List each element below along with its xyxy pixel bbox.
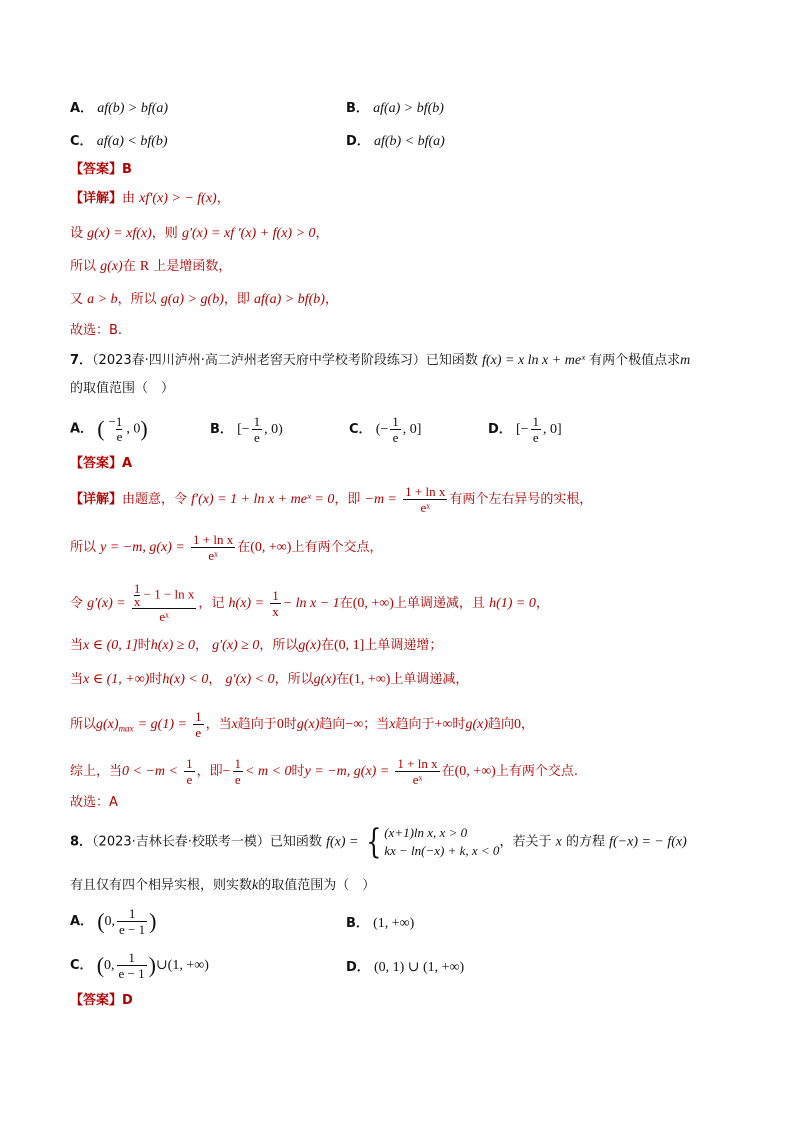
q8-stem-line-1: 8．（2023·吉林长春·校联考一模）已知函数 f(x) = { (x+1)ln x, x > 0 kx − ln(−x) + k, x < 0 ，若关于 x 的方程 f(−x) = − f(x) xyxy=(70,822,687,862)
q8-answer: 【答案】D xyxy=(70,993,133,1008)
q7-detail-line-5: 当x ∈ (1, +∞)时h(x) < 0， g′(x) < 0，所以g(x)在(1, +∞)上单调递减， xyxy=(70,672,469,687)
q6-option-b: B． af(a) > bf(b) xyxy=(346,101,444,116)
q6-detail-line-1: 【详解】由 xf′(x) > − f(x)， xyxy=(70,191,230,206)
q7-option-b: B． [− $\frac{1}{e}$ , 0) xyxy=(210,414,283,445)
left-brace-icon: { xyxy=(365,822,381,862)
q7-answer: 【答案】A xyxy=(70,456,133,471)
q7-detail-line-4: 当x ∈ (0, 1]时h(x) ≥ 0， g′(x) ≥ 0，所以g(x)在(0, 1]上单调递增； xyxy=(70,638,443,653)
q6-detail-line-2: 设 g(x) = xf(x)，则 g′(x) = xf ′(x) + f(x) > 0， xyxy=(70,226,329,241)
q6-option-c: C． af(a) < bf(b) xyxy=(70,134,168,149)
q8-option-d: D． (0, 1) ∪ (1, +∞) xyxy=(346,960,465,975)
q6-answer: 【答案】B xyxy=(70,162,132,177)
q7-detail-line-7: 综上，当0 < −m < $\frac{1}{e}$ ，即− $\frac{1}{e}$ < m < 0时y = −m, g(x) = $\frac{\text{1 + ln x}}{\text{eˣ}}$ 在(0, +∞)上有两个交点. xyxy=(70,756,578,787)
q8-option-b: B． (1, +∞) xyxy=(346,916,415,931)
q6-detail-line-3: 所以 g(x)在 R 上是增函数， xyxy=(70,259,232,274)
q8-option-a: A． (0, $\frac{1}{e - 1}$ ) xyxy=(70,906,157,937)
q7-detail-line-6: 所以$g(x)_{max} = g(1)$ = $\frac{1}{e}$ ，当x趋向于0时g(x)趋向−∞；当x趋向于+∞时g(x)趋向0， xyxy=(70,709,535,740)
q6-conclusion: 故选：B. xyxy=(70,323,123,338)
q8-stem-line-2: 有且仅有四个相异实根，则实数k的取值范围为（ ） xyxy=(70,878,376,893)
q8-option-c: C． (0, $\frac{1}{e - 1}$ )∪(1, +∞) xyxy=(70,950,209,981)
q7-option-c: C． (− $\frac{1}{e}$ , 0] xyxy=(349,414,422,445)
q7-option-a: A． ( −1 e , 0) xyxy=(70,414,148,444)
q7-conclusion: 故选：A xyxy=(70,795,118,810)
q7-detail-line-1: 【详解】由题意，令 f′(x) = 1 + ln x + meˣ = 0，即 −m = $\frac{\text{1 + ln x}}{\text{eˣ}}$ 有两个左右异号的实根， xyxy=(70,484,593,515)
q7-detail-line-2: 所以 y = −m, g(x) = $\frac{\text{1 + ln x}}{\text{eˣ}}$ 在(0, +∞)上有两个交点， xyxy=(70,532,383,563)
q7-option-d: D． [− $\frac{1}{e}$ , 0] xyxy=(488,414,562,445)
q6-detail-line-4: 又 a > b，所以 g(a) > g(b)，即 af(a) > bf(b)， xyxy=(70,292,338,307)
q6-option-d: D． af(b) < bf(a) xyxy=(346,134,445,149)
q7-stem-line-2: 的取值范围（ ） xyxy=(70,381,175,396)
q7-detail-line-3: 令 g′(x) = $\frac{1}{x}$ − 1 − ln x eˣ ，记 h(x) = $\frac{1}{x}$ − ln x − 1在(0, +∞)上单调递减，且 h(1) = 0， xyxy=(70,581,549,624)
q7-stem-line-1: 7．（2023春·四川泸州·高二泸州老窖天府中学校考阶段练习）已知函数 f(x) = x ln x + meˣ 有两个极值点求m xyxy=(70,353,691,368)
q6-option-a: A． af(b) > bf(a) xyxy=(70,101,169,116)
